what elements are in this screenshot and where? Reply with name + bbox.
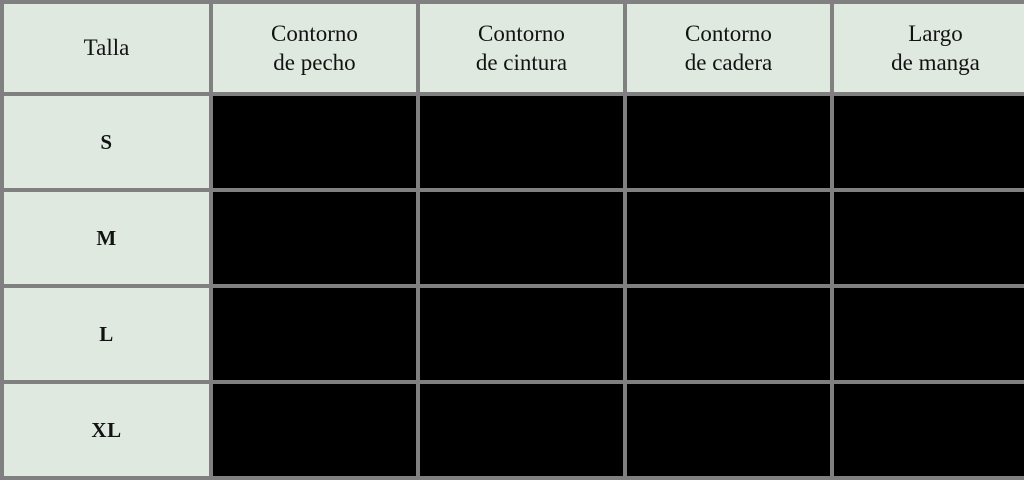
column-header-cintura-line1: Contorno bbox=[478, 20, 565, 46]
value-s-cintura bbox=[420, 96, 623, 188]
value-xl-cintura bbox=[420, 384, 623, 476]
value-m-manga bbox=[834, 192, 1024, 284]
value-l-cintura bbox=[420, 288, 623, 380]
value-m-pecho bbox=[213, 192, 416, 284]
table-row bbox=[4, 384, 1024, 476]
column-header-manga-line2: de manga bbox=[891, 50, 980, 75]
value-s-cadera bbox=[627, 96, 830, 188]
value-l-cadera bbox=[627, 288, 830, 380]
column-header-contorno-de-pecho bbox=[213, 4, 416, 92]
column-header-largo-de-manga bbox=[834, 4, 1024, 92]
value-l-manga bbox=[834, 288, 1024, 380]
size-label-xl: XL bbox=[4, 384, 209, 476]
value-s-pecho bbox=[213, 96, 416, 188]
size-label-l: L bbox=[4, 288, 209, 380]
column-header-cintura-line2: de cintura bbox=[475, 50, 568, 75]
size-label-m: M bbox=[4, 192, 209, 284]
table-body bbox=[4, 96, 1024, 476]
value-m-cadera bbox=[627, 192, 830, 284]
column-header-pecho-line1: Contorno bbox=[271, 20, 358, 46]
table-header bbox=[4, 4, 1024, 92]
column-header-contorno-de-cintura bbox=[420, 4, 623, 92]
column-header-manga-line1: Largo bbox=[908, 20, 963, 46]
table-row bbox=[4, 192, 1024, 284]
table-row bbox=[4, 288, 1024, 380]
value-xl-cadera bbox=[627, 384, 830, 476]
column-header-cadera-line1: Contorno bbox=[685, 20, 772, 46]
column-header-talla bbox=[4, 4, 209, 92]
size-label-s: S bbox=[4, 96, 209, 188]
column-header-contorno-de-cadera bbox=[627, 4, 830, 92]
value-s-manga bbox=[834, 96, 1024, 188]
column-header-pecho-line2: de pecho bbox=[273, 50, 356, 75]
value-l-pecho bbox=[213, 288, 416, 380]
header-row bbox=[4, 4, 1024, 92]
column-header-talla-line1: Talla bbox=[83, 35, 130, 61]
value-xl-pecho bbox=[213, 384, 416, 476]
column-header-cadera-line2: de cadera bbox=[684, 50, 773, 75]
value-xl-manga bbox=[834, 384, 1024, 476]
value-m-cintura bbox=[420, 192, 623, 284]
table-row bbox=[4, 96, 1024, 188]
